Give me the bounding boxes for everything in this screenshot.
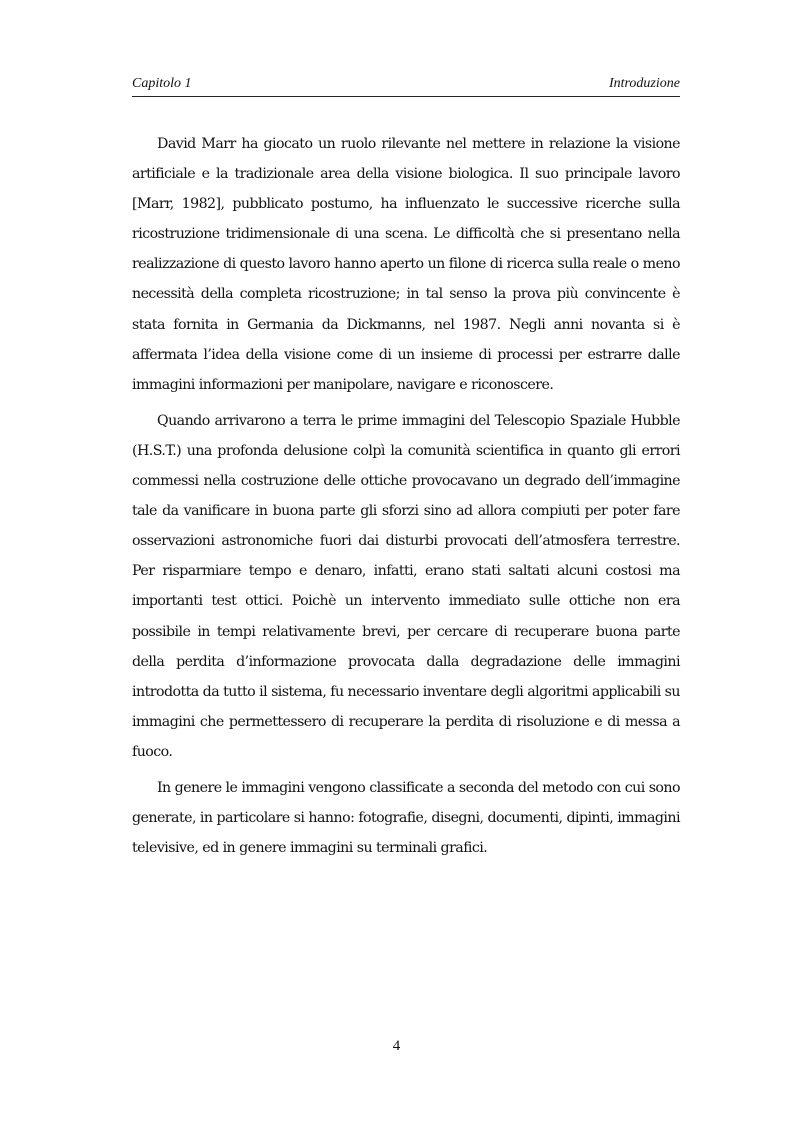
- chapter-label: Capitolo 1: [132, 76, 192, 91]
- page-number: 4: [392, 1038, 401, 1054]
- body-text: [132, 129, 680, 869]
- paragraph-classification: In genere le immagini vengono classificate a seconda del metodo con cui sono generate, in particolare si hanno: fotografie, disegni, documenti, dipinti, immagini televisive, ed in genere immagini su terminali grafici.: [132, 779, 680, 857]
- running-header: [132, 74, 680, 97]
- paragraph-marr: David Marr ha giocato un ruolo rilevante nel mettere in relazione la visione artificiale e la tradizionale area della visione biologica. Il suo principale lavoro [Marr, 1982], pubblicato postumo, ha influenzato le successive ricerche sulla ricostruzione tridimensionale di una scena. Le difficoltà che si presentano nella realizzazione di questo lavoro hanno aperto un filone di ricerca sulla reale o meno necessità della completa ricostruzione; in tal senso la prova più convincente è stata fornita in Germania da Dickmanns, nel 1987. Negli anni novanta si è affermata l’idea della visione come di un insieme di processi per estrarre dalle immagini informazioni per manipolare, navigare e riconoscere.: [132, 136, 680, 393]
- section-label: Introduzione: [608, 76, 680, 91]
- paragraph-hubble: Quando arrivarono a terra le prime immagini del Telescopio Spaziale Hubble (H.S.T.) una profonda delusione colpì la comunità scientifica in quanto gli errori commessi nella costruzione delle ottiche provocavano un degrado dell’immagine tale da vanificare in buona parte gli sforzi sino ad allora compiuti per poter fare osservazioni astronomiche fuori dai disturbi provocati dell’atmosfera terrestre. Per risparmiare tempo e denaro, infatti, erano stati saltati alcuni costosi ma importanti test ottici. Poichè un intervento immediato sulle ottiche non era possibile in tempi relativamente brevi, per cercare di recuperare buona parte della perdita d’informazione provocata dalla degradazione delle immagini introdotta da tutto il sistema, fu necessario inventare degli algoritmi applicabili su immagini che permettessero di recuperare la perdita di risoluzione e di messa a fuoco.: [132, 412, 680, 760]
